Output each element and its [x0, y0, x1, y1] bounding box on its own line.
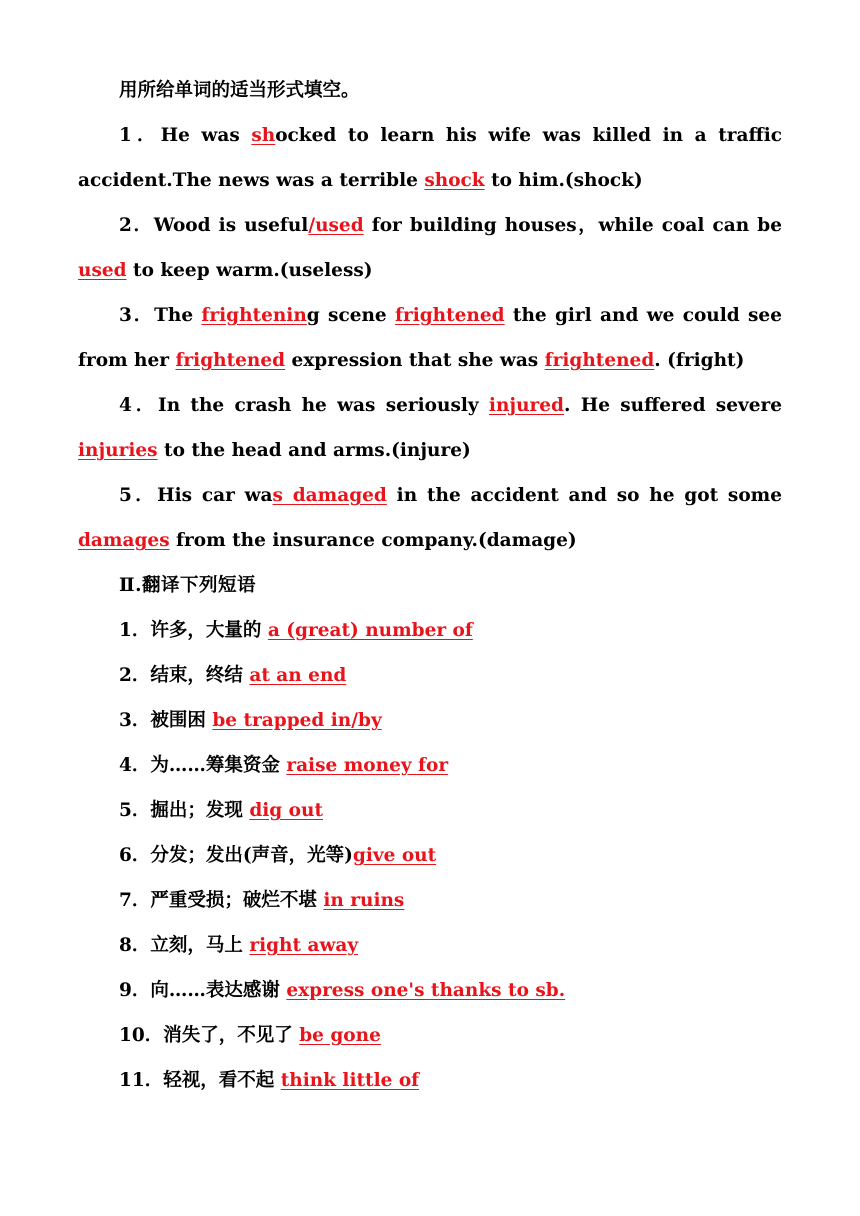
- fill-blank-item-4: 4．In the crash he was seriously injured. He suffered severe injuries to the head and arms.(injure): [78, 395, 783, 461]
- answer: sh: [251, 125, 276, 146]
- fill-blank-item-3: 3．The frightening scene frightened the girl and we could see from her frightened expression that she was frightened. (fright): [78, 305, 782, 371]
- phrase-item-8: 8．立刻，马上 right away: [119, 935, 359, 956]
- answer: a (great) number of: [267, 620, 473, 641]
- answer: frightenin: [201, 305, 307, 326]
- answer: used: [78, 260, 127, 281]
- section2-heading: Ⅱ.翻译下列短语: [119, 575, 257, 596]
- phrase-item-9: 9．向……表达感谢 express one's thanks to sb.: [119, 980, 566, 1001]
- answer: /used: [308, 215, 364, 236]
- answer: s damaged: [272, 485, 387, 506]
- phrase-item-7: 7．严重受损；破烂不堪 in ruins: [119, 890, 405, 911]
- answer: think little of: [280, 1070, 420, 1091]
- phrase-item-6: 6．分发；发出(声音，光等)give out: [119, 845, 437, 866]
- exercise-content: [78, 68, 782, 1103]
- answer: shock: [424, 170, 485, 191]
- phrase-item-11: 11．轻视，看不起 think little of: [119, 1070, 420, 1091]
- answer: dig out: [249, 800, 324, 821]
- answer: injuries: [78, 440, 158, 461]
- answer: right away: [249, 935, 359, 956]
- fill-blank-item-2: 2．Wood is useful/used for building houses，while coal can be used to keep warm.(useless): [78, 215, 782, 281]
- answer: in ruins: [323, 890, 405, 911]
- answer: damages: [78, 530, 170, 551]
- answer: express one's thanks to sb.: [286, 980, 566, 1001]
- answer: frightened: [175, 350, 286, 371]
- phrase-item-3: 3．被围困 be trapped in/by: [119, 710, 382, 731]
- phrase-item-2: 2．结束，终结 at an end: [119, 665, 347, 686]
- answer: give out: [352, 845, 437, 866]
- item-number: 2．: [119, 215, 154, 236]
- fill-blank-item-5: 5．His car was damaged in the accident and so he got some damages from the insurance company.(damage): [78, 485, 783, 551]
- answer: frightened: [395, 305, 505, 326]
- answer: be trapped in/by: [212, 710, 382, 731]
- phrase-item-4: 4．为……筹集资金 raise money for: [119, 755, 449, 776]
- answer: injured: [488, 395, 564, 416]
- fill-blank-item-1: 1．He was shocked to learn his wife was killed in a traffic accident.The news was a terrible shock to him.(shock): [78, 125, 782, 191]
- item-number: 4．: [119, 395, 159, 416]
- answer: be gone: [299, 1025, 381, 1046]
- section1-instruction: 用所给单词的适当形式填空。: [119, 80, 360, 101]
- item-number: 3．: [119, 305, 155, 326]
- answer: frightened: [544, 350, 655, 371]
- phrase-item-1: 1．许多，大量的 a (great) number of: [119, 620, 473, 641]
- answer: raise money for: [286, 755, 449, 776]
- answer: at an end: [249, 665, 347, 686]
- phrase-item-5: 5．掘出；发现 dig out: [119, 800, 324, 821]
- item-number: 1．: [119, 125, 161, 146]
- phrase-item-10: 10．消失了，不见了 be gone: [119, 1025, 381, 1046]
- item-number: 5．: [119, 485, 158, 506]
